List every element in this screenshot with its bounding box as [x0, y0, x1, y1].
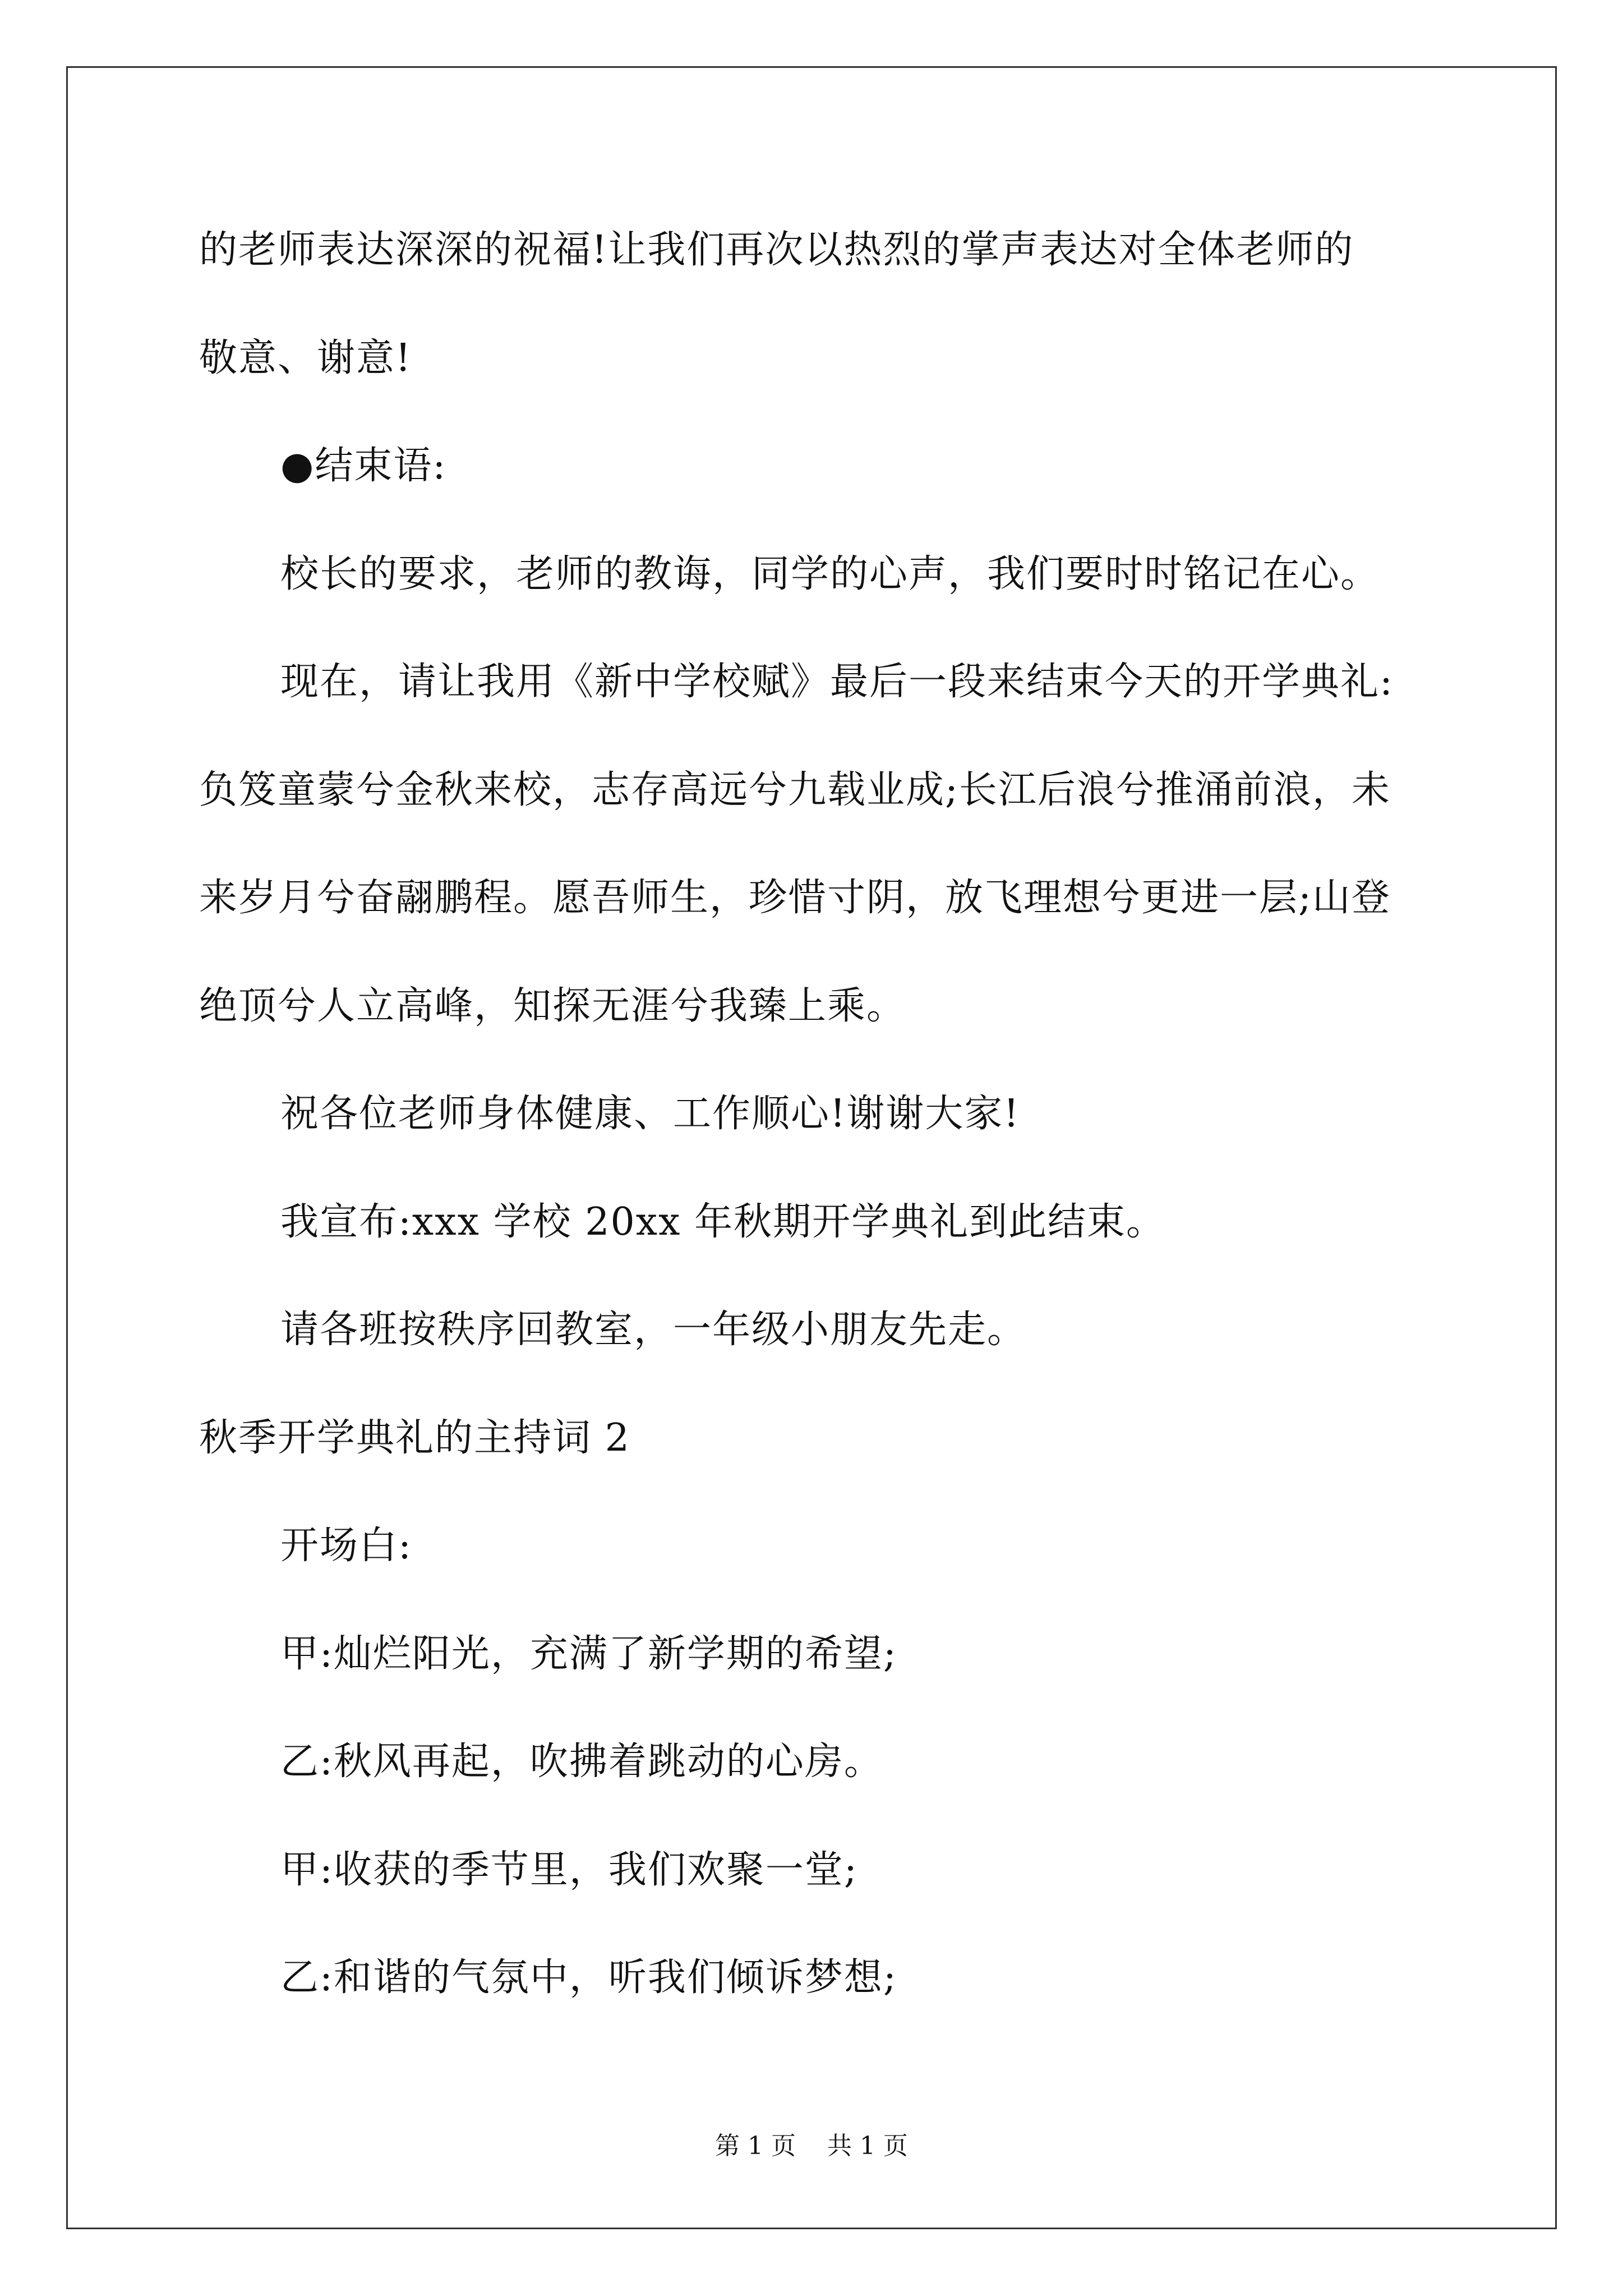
paragraph-line: 我宣布:xxx 学校 20xx 年秋期开学典礼到此结束。: [280, 1200, 1166, 1244]
section-title: 秋季开学典礼的主持词 2: [199, 1416, 630, 1460]
paragraph-line: 的老师表达深深的祝福!让我们再次以热烈的掌声表达对全体老师的: [199, 228, 1354, 272]
paragraph-line: 负笈童蒙兮金秋来校，志存高远兮九载业成;长江后浪兮推涌前浪，未: [199, 768, 1391, 812]
paragraph-line: 绝顶兮人立高峰，知探无涯兮我臻上乘。: [199, 984, 906, 1028]
paragraph-line: 开场白:: [280, 1524, 412, 1568]
dialogue-line: 乙:和谐的气氛中，听我们倾诉梦想;: [280, 1955, 897, 2000]
dialogue-line: 乙:秋风再起，吹拂着跳动的心房。: [280, 1740, 883, 1784]
dialogue-line: 甲:收获的季节里，我们欢聚一堂;: [280, 1848, 858, 1892]
section-heading: ●结束语:: [280, 444, 447, 488]
paragraph-line: 请各班按秩序回教室，一年级小朋友先走。: [280, 1308, 1027, 1352]
paragraph-line: 校长的要求，老师的教诲，同学的心声，我们要时时铭记在心。: [280, 552, 1380, 596]
dialogue-line: 甲:灿烂阳光，充满了新学期的希望;: [280, 1632, 897, 1676]
paragraph-line: 祝各位老师身体健康、工作顺心!谢谢大家!: [280, 1092, 1020, 1136]
paragraph-line: 现在，请让我用《新中学校赋》最后一段来结束今天的开学典礼:: [280, 660, 1394, 704]
page-footer: 第 1 页 共 1 页: [715, 2132, 908, 2160]
paragraph-line: 敬意、谢意!: [199, 336, 412, 380]
page-border: [66, 66, 1557, 2229]
paragraph-line: 来岁月兮奋翮鹏程。愿吾师生，珍惜寸阴，放飞理想兮更进一层;山登: [199, 876, 1391, 920]
